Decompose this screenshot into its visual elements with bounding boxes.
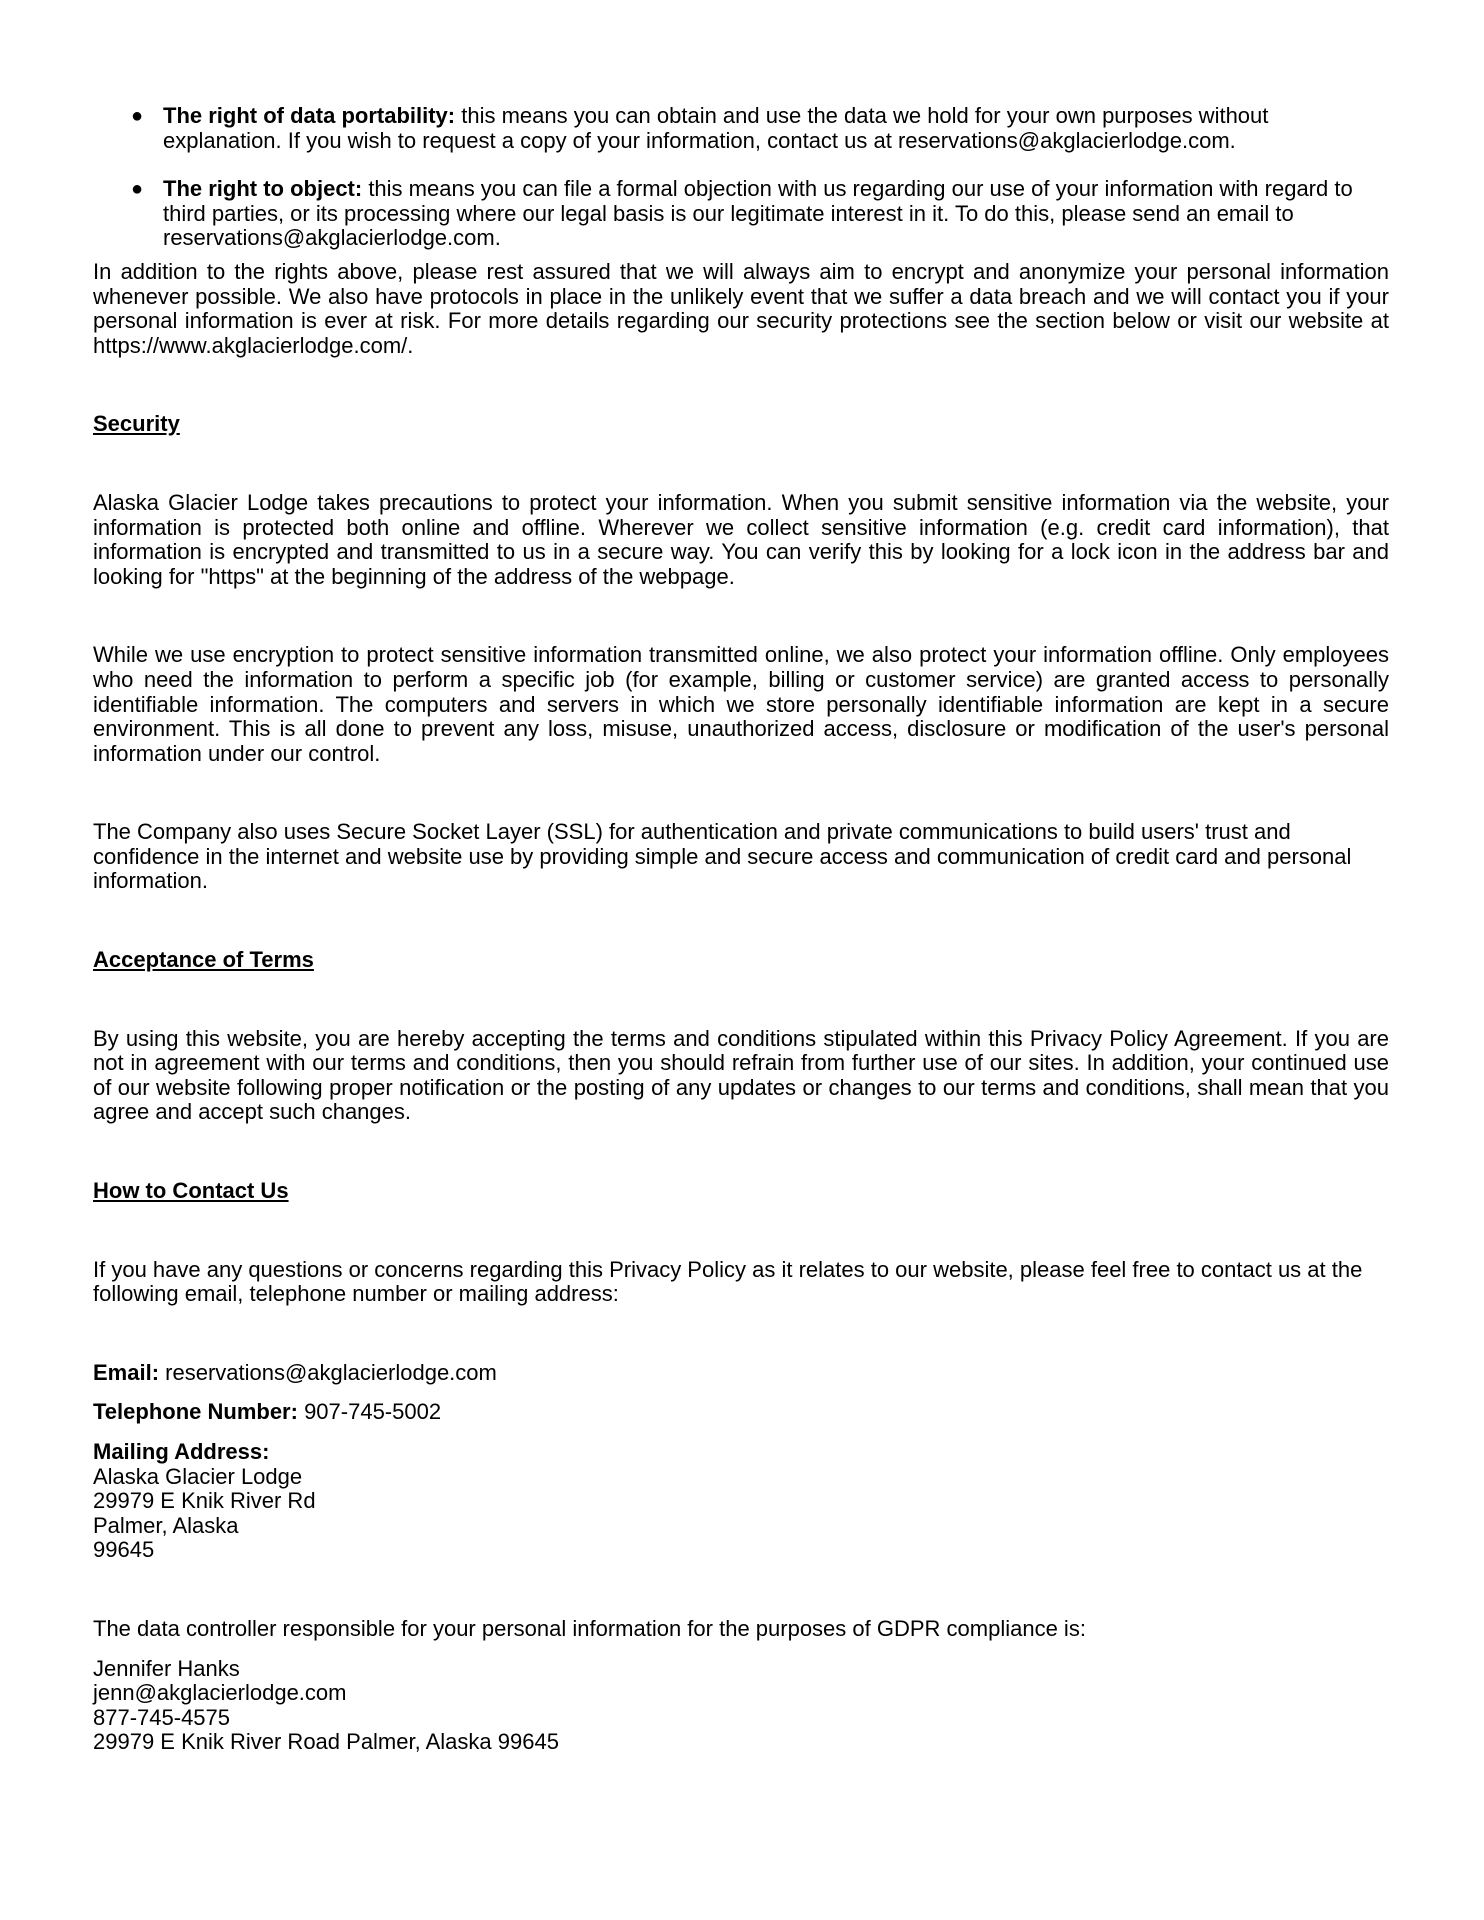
phone-number: 907-745-5002 xyxy=(297,1399,442,1425)
controller-details xyxy=(93,1657,1389,1755)
address-line: Palmer, Alaska xyxy=(93,1512,239,1538)
security-paragraph-3: The Company also uses Secure Socket Layer (SSL) for authentication and private communications to build users' trust and confidence in the internet and website use by providing simple and secure access and communication of credit card and personal information. xyxy=(93,819,1352,894)
rights-summary: In addition to the rights above, please rest assured that we will always aim to encrypt and anonymize your personal information whenever possible. We also have protocols in place in the unlikely event that we suffer a data breach and we will contact you if your personal information is ever at risk. For more details regarding our security protections see the section below or visit our website at https://www.akglacierlodge.com/. xyxy=(93,258,1389,358)
right-object-text: this means you can file a formal objection with us regarding our use of your information with regard to third parties, or its processing where our legal basis is our legitimate interest in it. To do this, please send an email to reservations@akglacierlodge.com. xyxy=(163,176,1353,251)
controller-email[interactable]: jenn@akglacierlodge.com xyxy=(93,1680,347,1706)
right-object-title: The right to object: xyxy=(163,176,363,202)
contact-email-row xyxy=(93,1361,1389,1386)
privacy-policy-page xyxy=(93,104,1389,1755)
contact-phone-row xyxy=(93,1400,1389,1425)
right-data-portability xyxy=(93,104,1389,153)
controller-phone: 877-745-4575 xyxy=(93,1704,231,1730)
email-link[interactable]: reservations@akglacierlodge.com xyxy=(159,1359,497,1385)
contact-intro: If you have any questions or concerns regarding this Privacy Policy as it relates to our website, please feel free to contact us at the following email, telephone number or mailing address: xyxy=(93,1256,1363,1307)
security-paragraph-2: While we use encryption to protect sensitive information transmitted online, we also protect your information offline. Only employees who need the information to perform a specific job (for example, billing or customer service) are granted access to personally identifiable information. The computers and servers in which we store personally identifiable information are kept in a secure environment. This is all done to prevent any loss, misuse, unauthorized access, disclosure or modification of the user's personal information under our control. xyxy=(93,642,1389,766)
acceptance-heading: Acceptance of Terms xyxy=(93,947,314,973)
mailing-label: Mailing Address: xyxy=(93,1439,270,1464)
email-label: Email: xyxy=(93,1359,160,1385)
right-to-object xyxy=(93,177,1389,251)
controller-intro: The data controller responsible for your personal information for the purposes of GDPR compliance is: xyxy=(93,1615,1086,1641)
right-portability-text: this means you can obtain and use the data we hold for your own purposes without explanation. If you wish to request a copy of your information, contact us at reservations@akglacierlodge.com. xyxy=(163,103,1269,153)
address-line: 29979 E Knik River Rd xyxy=(93,1488,316,1514)
right-portability-title: The right of data portability: xyxy=(163,103,456,128)
controller-address: 29979 E Knik River Road Palmer, Alaska 99645 xyxy=(93,1729,559,1755)
controller-name: Jennifer Hanks xyxy=(93,1655,240,1681)
acceptance-paragraph: By using this website, you are hereby accepting the terms and conditions stipulated within this Privacy Policy Agreement. If you are not in agreement with our terms and conditions, then you should refrain from further use of our sites. In addition, your continued use of our website following proper notification or the posting of any updates or changes to our terms and conditions, shall mean that you agree and accept such changes. xyxy=(93,1025,1389,1125)
security-heading: Security xyxy=(93,411,180,437)
address-line: 99645 xyxy=(93,1537,155,1563)
contact-heading: How to Contact Us xyxy=(93,1178,289,1204)
security-paragraph-1: Alaska Glacier Lodge takes precautions to protect your information. When you submit sensitive information via the website, your information is protected both online and offline. Wherever we collect sensitive information (e.g. credit card information), that information is encrypted and transmitted to us in a secure way. You can verify this by looking for a lock icon in the address bar and looking for "https" at the beginning of the address of the webpage. xyxy=(93,489,1389,589)
phone-label: Telephone Number: xyxy=(93,1399,298,1425)
bullet-dot: ● xyxy=(131,105,144,127)
address-line: Alaska Glacier Lodge xyxy=(93,1463,303,1489)
mailing-address xyxy=(93,1440,1389,1563)
bullet-dot: ● xyxy=(131,178,144,201)
